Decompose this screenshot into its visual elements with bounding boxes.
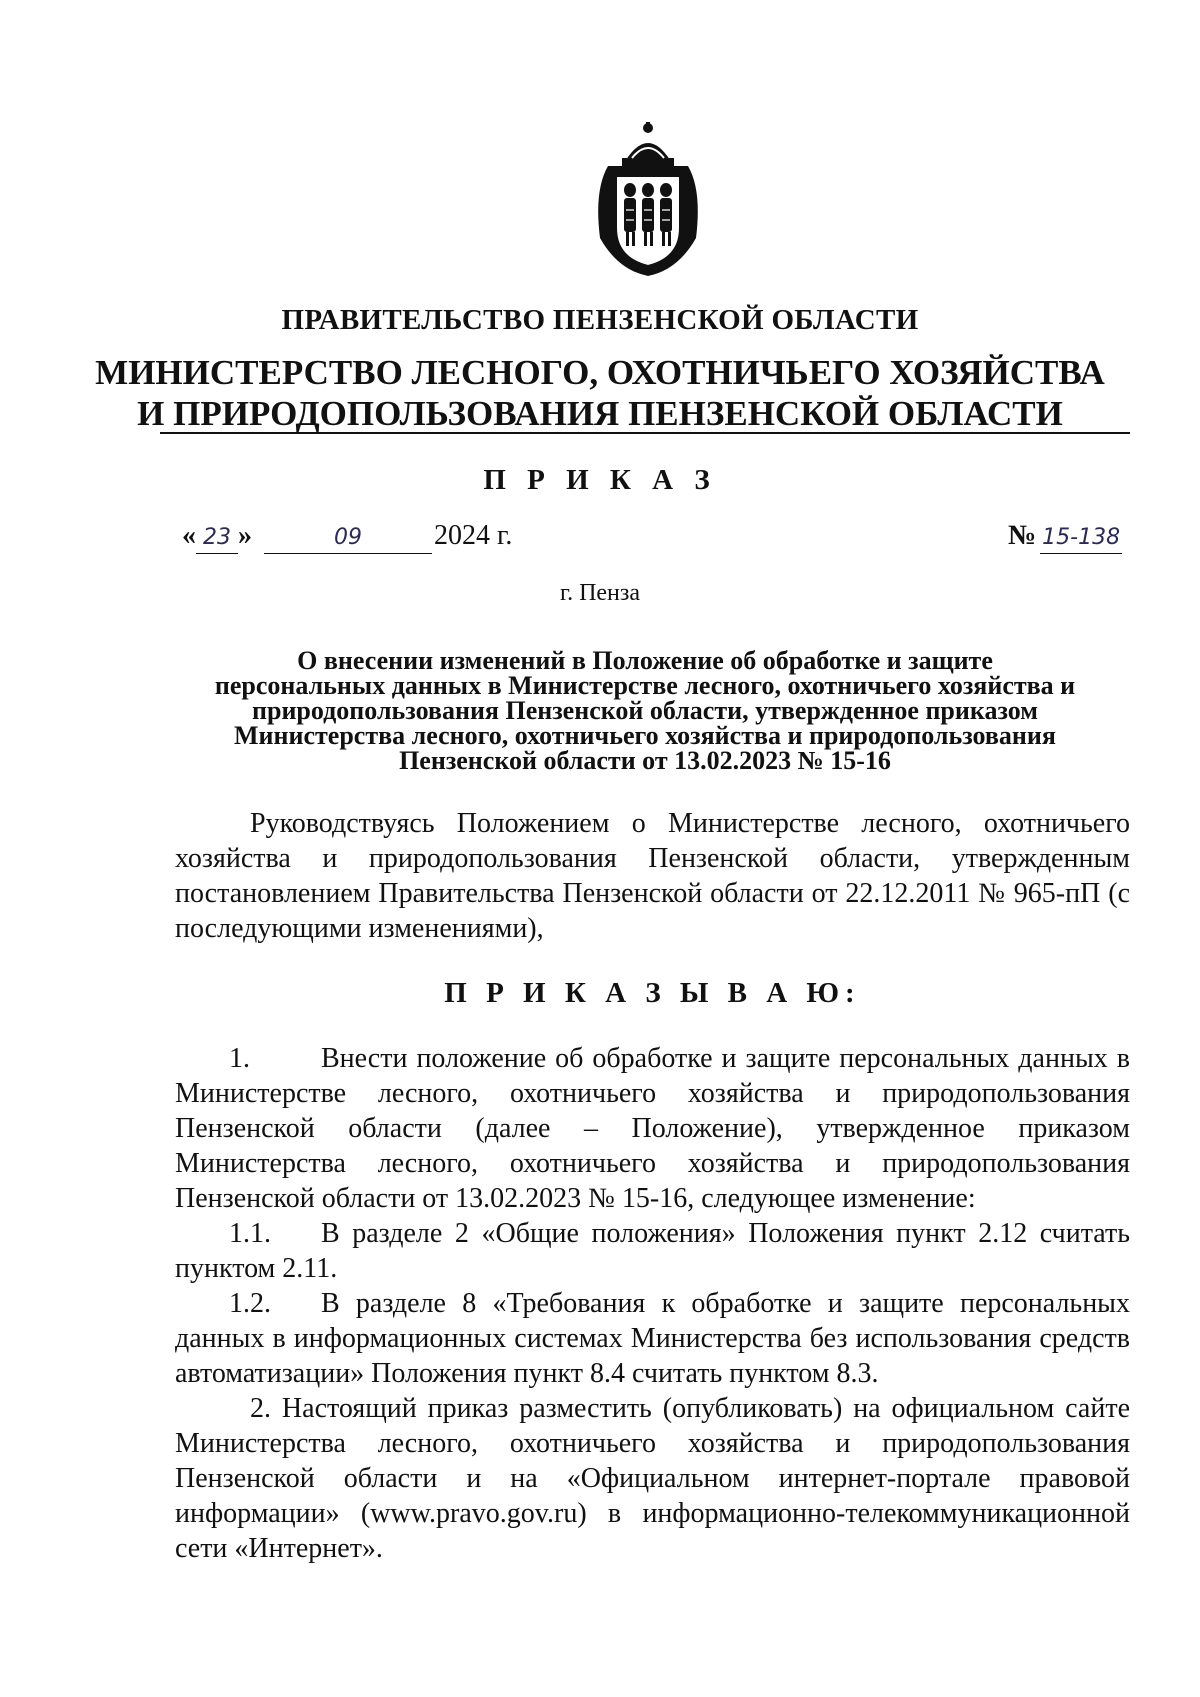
item-text: Внести положение об обработке и защите персональных данных в Министерстве лесного, охотничьего хозяйства и природопользования Пензенской области (далее – Положение), утвержденное приказом Министерства лесного, охотничьего хозяйства и природопользования Пензенской области от 13.02.2023 № 15-16, следующее изменение: (175, 1043, 1130, 1214)
title-line: Пензенской области от 13.02.2023 № 15-16 (399, 746, 891, 775)
order-date (182, 520, 512, 554)
title-line: Министерства лесного, охотничьего хозяйства и природопользования (234, 721, 1056, 750)
number-label: № (1008, 520, 1037, 551)
date-year: 2024 г. (434, 520, 513, 551)
order-number (1008, 520, 1122, 554)
date-day: 23 (196, 523, 238, 554)
title-line: природопользования Пензенской области, утвержденное приказом (252, 696, 1038, 725)
ministry-name (0, 352, 1200, 434)
date-open-quote: « (182, 520, 196, 551)
item-number: 1.2. (229, 1288, 271, 1319)
government-name: ПРАВИТЕЛЬСТВО ПЕНЗЕНСКОЙ ОБЛАСТИ (281, 304, 919, 336)
item-text: В разделе 8 «Требования к обработке и защите персональных данных в информационных системах Министерства без использования средств автоматизации» Положения пункт 8.4 считать пунктом 8.3. (175, 1288, 1130, 1389)
item-number: 1.1. (229, 1218, 271, 1249)
list-item: 2. Настоящий приказ разместить (опубликовать) на официальном сайте Министерства лесного, охотничьего хозяйства и природопользования Пензенской области и на «Официальном интернет-портале правовой информации» (www.pravo.gov.ru) в информационно-телекоммуникационной сети «Интернет». (175, 1393, 1130, 1564)
document-type: П Р И К А З (483, 464, 717, 496)
list-item (175, 1041, 1130, 1216)
item-text: В разделе 2 «Общие положения» Положения пункт 2.12 считать пунктом 2.11. (175, 1218, 1130, 1284)
list-item (175, 1216, 1130, 1286)
date-close-quote: » (238, 520, 252, 551)
ministry-name-line1: МИНИСТЕРСТВО ЛЕСНОГО, ОХОТНИЧЬЕГО ХОЗЯЙСТВА (95, 353, 1105, 392)
item-number: 1. (229, 1043, 250, 1074)
title-line: персональных данных в Министерстве лесного, охотничьего хозяйства и (214, 671, 1076, 700)
document-body (175, 806, 1130, 1566)
order-word: П Р И К А З Ы В А Ю: (444, 977, 861, 1009)
date-month: 09 (264, 523, 432, 554)
document-title (160, 648, 1130, 773)
ministry-name-line2: И ПРИРОДОПОЛЬЗОВАНИЯ ПЕНЗЕНСКОЙ ОБЛАСТИ (137, 394, 1063, 433)
header-divider (160, 432, 1130, 434)
city: г. Пенза (559, 580, 641, 606)
preamble: Руководствуясь Положением о Министерстве лесного, охотничьего хозяйства и природопользования Пензенской области, утвержденным постановлением Правительства Пензенской области от 22.12.2011 № 965-пП (с последующими изменениями), (175, 808, 1130, 944)
list-item (175, 1286, 1130, 1391)
coat-of-arms-icon (588, 120, 708, 278)
title-line: О внесении изменений в Положение об обработке и защите (297, 646, 993, 675)
number-value: 15-138 (1040, 523, 1122, 554)
